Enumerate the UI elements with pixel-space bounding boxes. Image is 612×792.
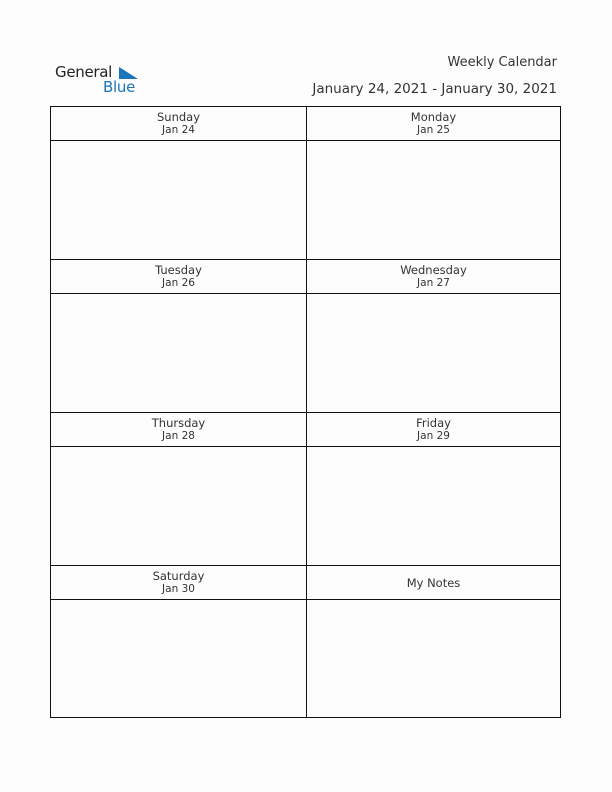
- day-date: Jan 25: [417, 124, 450, 136]
- day-date: Jan 29: [417, 430, 450, 442]
- day-body-wednesday[interactable]: [307, 295, 560, 412]
- day-name: Monday: [410, 110, 457, 124]
- day-header-saturday: [51, 566, 306, 600]
- logo: [55, 63, 145, 97]
- day-body-friday[interactable]: [307, 448, 560, 565]
- date-range: January 24, 2021 - January 30, 2021: [312, 81, 557, 97]
- day-name: Tuesday: [155, 263, 202, 277]
- page-title: Weekly Calendar: [447, 55, 557, 70]
- day-body-monday[interactable]: [307, 142, 560, 259]
- day-date: Jan 30: [162, 583, 195, 595]
- day-name: Thursday: [151, 416, 206, 430]
- day-date: Jan 28: [162, 430, 195, 442]
- day-date: Jan 27: [417, 277, 450, 289]
- logo-blue-text: Blue: [103, 78, 135, 96]
- day-header-tuesday: [51, 260, 306, 294]
- day-body-sunday[interactable]: [51, 142, 306, 259]
- day-header-sunday: [51, 107, 306, 141]
- day-header-wednesday: [307, 260, 560, 294]
- day-name: Wednesday: [400, 263, 467, 277]
- day-body-thursday[interactable]: [51, 448, 306, 565]
- day-date: Jan 24: [162, 124, 195, 136]
- day-body-saturday[interactable]: [51, 601, 306, 717]
- logo-general-text: General: [55, 63, 113, 81]
- day-header-thursday: [51, 413, 306, 447]
- day-name: Sunday: [156, 110, 201, 124]
- calendar-grid: [50, 106, 561, 718]
- day-header-monday: [307, 107, 560, 141]
- day-name: Friday: [416, 416, 451, 430]
- notes-header: [307, 566, 560, 600]
- day-body-tuesday[interactable]: [51, 295, 306, 412]
- day-name: Saturday: [152, 569, 205, 583]
- notes-label: My Notes: [406, 576, 461, 590]
- notes-body[interactable]: [307, 601, 560, 717]
- day-header-friday: [307, 413, 560, 447]
- day-date: Jan 26: [162, 277, 195, 289]
